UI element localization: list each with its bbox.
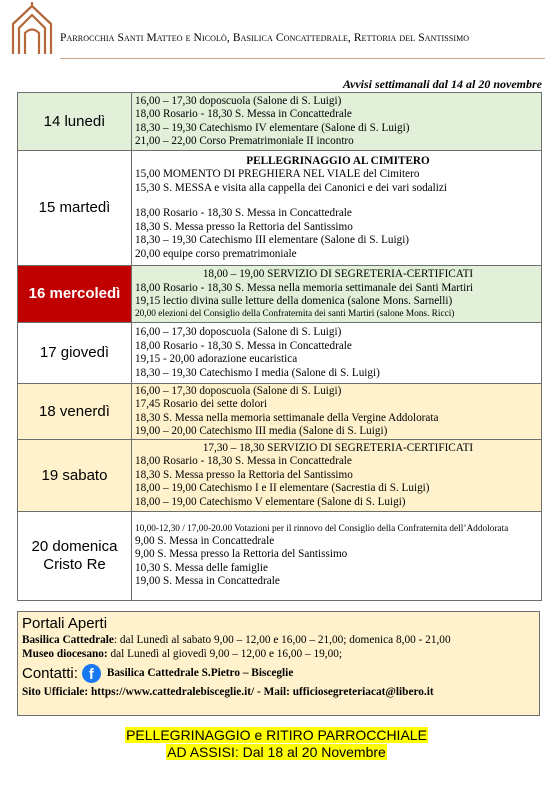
- day-events: [132, 384, 542, 440]
- event-line: 19,00 – 20,00 Catechismo III media (Salone di S. Luigi): [135, 425, 388, 437]
- contacts-label: Contatti:: [22, 664, 78, 682]
- info-box: [17, 611, 540, 716]
- event-line: 18,00 Rosario - 18,30 S. Messa in Concattedrale: [135, 207, 352, 220]
- event-line: 15,30 S. MESSA e visita alla cappella dei Canonici e dei vari sodalizi: [135, 181, 447, 194]
- notice-line-1: PELLEGRINAGGIO e RITIRO PARROCCHIALE: [126, 727, 427, 743]
- event-line: 18,30 – 19,30 Catechismo III elementare (Salone di S. Luigi): [135, 234, 410, 247]
- table-row: [18, 323, 542, 384]
- day-label-feast: Cristo Re: [43, 556, 106, 573]
- table-row: [18, 266, 542, 323]
- day-label: 19 sabato: [18, 440, 132, 512]
- event-line: 18,30 – 19,30 Catechismo IV elementare (Salone di S. Luigi): [135, 121, 410, 134]
- page-header: [10, 2, 545, 62]
- basilica-hours: [22, 633, 539, 647]
- day-label: 18 venerdì: [18, 384, 132, 440]
- event-line: 18,30 – 19,30 Catechismo I media (Salone di S. Luigi): [135, 366, 380, 379]
- day-events: [132, 93, 542, 151]
- table-row: [18, 440, 542, 512]
- header-divider: [60, 58, 545, 59]
- day-events: [132, 151, 542, 266]
- basilica-hours-text: : dal Lunedì al sabato 9,00 – 12,00 e 16,00 – 21,00; domenica 8,00 - 21,00: [113, 634, 451, 646]
- table-row: [18, 151, 542, 266]
- event-line: 19,15 - 20,00 adorazione eucaristica: [135, 353, 298, 365]
- event-line: 17,45 Rosario dei sette dolori: [135, 398, 268, 410]
- weekly-notices-title: Avvisi settimanali dal 14 al 20 novembre: [342, 77, 542, 91]
- parish-name: Parrocchia Santi Matteo e Nicolò, Basilica Concattedrale, Rettoria del Santissimo: [60, 32, 470, 44]
- day-label: 14 lunedì: [18, 93, 132, 151]
- day-events: [132, 266, 542, 323]
- event-line: 16,00 – 17,30 doposcuola (Salone di S. Luigi): [135, 94, 342, 107]
- notice-line-2: AD ASSISI: Dal 18 al 20 Novembre: [167, 744, 386, 760]
- event-line: 18,00 Rosario - 18,30 S. Messa nella memoria settimanale dei Santi Martiri: [135, 281, 474, 294]
- weekly-schedule-table: [17, 92, 542, 601]
- facebook-page-link[interactable]: Basilica Cattedrale S.Pietro – Bisceglie: [106, 667, 294, 679]
- event-line: 9,00 S. Messa in Concattedrale: [135, 534, 275, 547]
- museum-hours: [22, 647, 539, 661]
- museum-label: Museo diocesano:: [22, 648, 108, 660]
- event-line: 18,30 S. Messa presso la Rettoria del Santissimo: [135, 468, 353, 481]
- day-label: 15 martedì: [18, 151, 132, 266]
- event-heading: PELLEGRINAGGIO AL CIMITERO: [246, 154, 430, 167]
- event-line-small: 20,00 elezioni del Consiglio della Confraternita dei santi Martiri (salone Mons. Ricci): [135, 308, 455, 319]
- event-line: 21,00 – 22,00 Corso Prematrimoniale II incontro: [135, 135, 354, 147]
- day-label: [18, 512, 132, 601]
- contacts-row: [22, 661, 539, 685]
- museum-hours-text: dal Lunedì al giovedì 9,00 – 12,00 e 16,00 – 19,00;: [107, 648, 343, 660]
- event-line: 18,30 S. Messa presso la Rettoria del Santissimo: [135, 220, 353, 233]
- event-line-small: 10,00-12,30 / 17,00-20.00 Votazioni per il rinnovo del Consiglio della Confraternita dell’Addolorata: [135, 523, 509, 534]
- day-label: 17 giovedì: [18, 323, 132, 384]
- pilgrimage-notice: [0, 727, 553, 761]
- day-label: 16 mercoledì: [18, 266, 132, 323]
- day-label-main: 20 domenica: [31, 538, 118, 555]
- event-heading: 18,00 – 19,00 SERVIZIO DI SEGRETERIA-CERTIFICATI: [202, 268, 474, 281]
- event-line: 10,30 S. Messa delle famiglie: [135, 561, 268, 574]
- site-and-mail[interactable]: Sito Ufficiale: https://www.cattedralebisceglie.it/ - Mail: ufficiosegreteriacat@libero.it: [22, 686, 434, 698]
- info-box-title: Portali Aperti: [22, 615, 108, 632]
- event-heading: 17,30 – 18,30 SERVIZIO DI SEGRETERIA-CERTIFICATI: [202, 441, 474, 454]
- event-line: 18,00 Rosario - 18,30 S. Messa in Concattedrale: [135, 339, 352, 352]
- table-row: [18, 512, 542, 601]
- event-line: 18,00 – 19,00 Catechismo I e II elementare (Sacrestia di S. Luigi): [135, 482, 430, 495]
- event-line: 20,00 equipe corso prematrimoniale: [135, 247, 297, 260]
- event-line: 19,00 S. Messa in Concattedrale: [135, 575, 280, 587]
- day-events: [132, 323, 542, 384]
- event-line: 18,00 Rosario - 18,30 S. Messa in Concattedrale: [135, 455, 352, 468]
- event-line: 9,00 S. Messa presso la Rettoria del Santissimo: [135, 548, 348, 560]
- event-line: 19,15 lectio divina sulle letture della domenica (salone Mons. Sarnelli): [135, 295, 453, 308]
- basilica-label: Basilica Cattedrale: [22, 634, 114, 646]
- event-line: 18,00 – 19,00 Catechismo V elementare (Salone di S. Luigi): [135, 495, 406, 508]
- event-line: 18,30 S. Messa nella memoria settimanale della Vergine Addolorata: [135, 411, 439, 424]
- event-line: 16,00 – 17,30 doposcuola (Salone di S. Luigi): [135, 326, 342, 338]
- spacer: [135, 195, 541, 207]
- facebook-icon[interactable]: f: [82, 664, 101, 683]
- event-line: 16,00 – 17,30 doposcuola (Salone di S. Luigi): [135, 384, 342, 397]
- day-events: [132, 512, 542, 601]
- event-line: 18,00 Rosario - 18,30 S. Messa in Concattedrale: [135, 108, 352, 120]
- day-events: [132, 440, 542, 512]
- table-row: [18, 93, 542, 151]
- event-line: 15,00 MOMENTO DI PREGHIERA NEL VIALE del Cimitero: [135, 168, 420, 181]
- table-row: [18, 384, 542, 440]
- church-logo-icon: [10, 2, 54, 56]
